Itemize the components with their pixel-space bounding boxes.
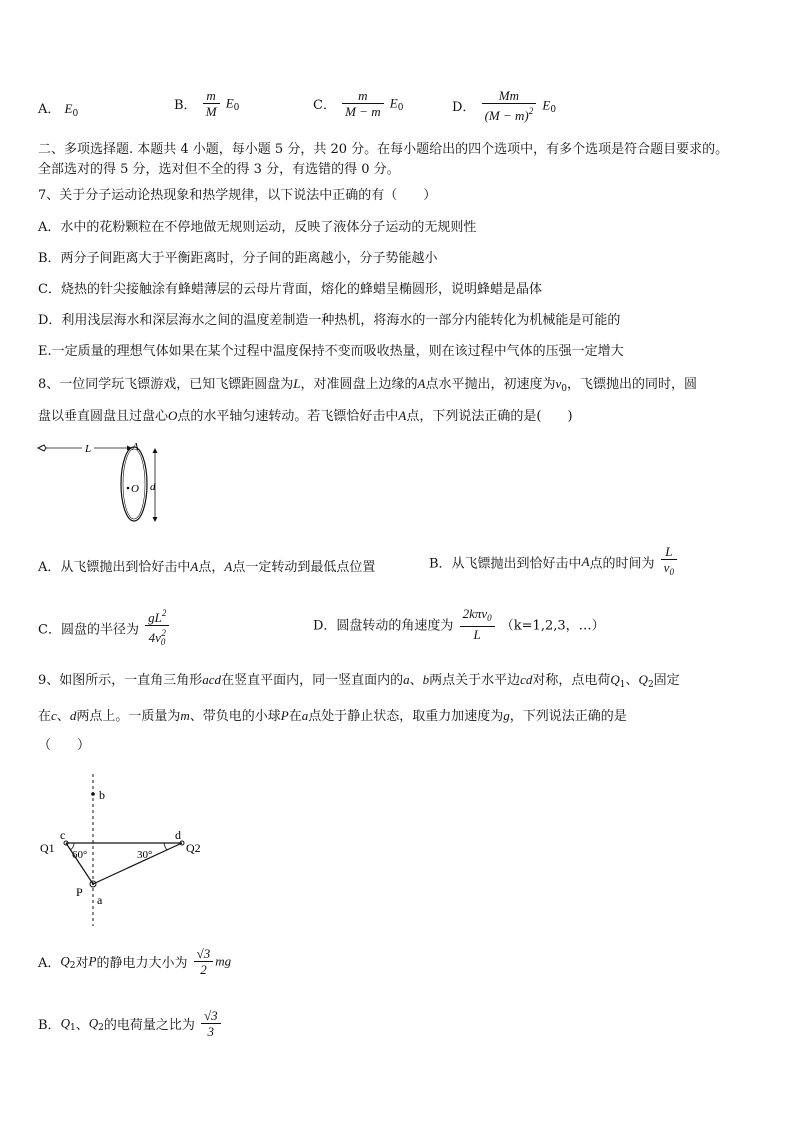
fig9-label-60: 60° bbox=[72, 849, 88, 861]
section2-line1: 二、多项选择题. 本题共 4 小题，每小题 5 分，共 20 分。在每小题给出的四个选项中，有多个选项是符合题目要求的。 bbox=[38, 142, 729, 157]
q8-dart-disk-figure bbox=[36, 438, 166, 528]
q7-option-a: A．水中的花粉颗粒在不停地做无规则运动，反映了液体分子运动的无规则性 bbox=[38, 220, 477, 235]
fig9-label-c: c bbox=[60, 828, 66, 842]
fig9-label-b: b bbox=[99, 788, 105, 802]
q6-option-b: B． $\frac{m}{M}$ $E_0$ bbox=[174, 88, 240, 119]
q7-option-d: D．利用浅层海水和深层海水之间的温度差制造一种热机，将海水的一部分内能转化为机械能是可能的 bbox=[38, 313, 621, 328]
fig9-label-a: a bbox=[97, 893, 103, 907]
q7-option-b: B．两分子间距离大于平衡距离时，分子间的距离越小，分子势能越小 bbox=[38, 251, 438, 266]
q8-stem-line1: 8、一位同学玩飞镖游戏，已知飞镖距圆盘为L，对准圆盘上边缘的A点水平抛出，初速度为$v_0$，飞镖抛出的同时，圆 bbox=[38, 376, 698, 394]
q7-option-e: E.一定质量的理想气体如果在某个过程中温度保持不变而吸收热量，则在该过程中气体的压强一定增大 bbox=[38, 344, 624, 359]
q9-stem-line1: 9、如图所示，一直角三角形acd在竖直平面内，同一竖直面内的a、b两点关于水平边cd对称，点电荷$Q_1$、$Q_2$固定 bbox=[38, 672, 680, 690]
q8-stem-line2: 盘以垂直圆盘且过盘心O点的水平轴匀速转动。若飞镖恰好击中A点，下列说法正确的是( ) bbox=[38, 408, 573, 424]
q7-stem: 7、关于分子运动论热现象和热学规律，以下说法中正确的有（ ） bbox=[38, 188, 437, 203]
fig9-label-P: P bbox=[76, 885, 83, 899]
q6-option-d: D． $\frac{Mm}{(M - m)^2}$ $E_0$ bbox=[452, 88, 557, 123]
q9-option-a: A．$Q_2$对P的静电力大小为 $\frac{√3}{2}$ mg bbox=[38, 946, 232, 977]
fig9-label-30: 30° bbox=[137, 849, 153, 861]
q7-option-c: C．烧热的针尖接触涂有蜂蜡薄层的云母片背面，熔化的蜂蜡呈椭圆形，说明蜂蜡是晶体 bbox=[38, 282, 542, 297]
section2-line2: 全部选对的得 5 分，选对但不全的得 3 分，有选错的得 0 分。 bbox=[38, 162, 400, 177]
dart-icon bbox=[38, 445, 46, 451]
fig8-label-A: A bbox=[132, 441, 139, 453]
q8-option-a: A．从飞镖抛出到恰好击中A点，A点一定转动到最低点位置 bbox=[38, 559, 376, 575]
fig9-label-d: d bbox=[175, 828, 181, 842]
q9-stem-line2: 在c、d两点上。一质量为m、带负电的小球P在a点处于静止状态，取重力加速度为g，下列说法正确的是 bbox=[38, 708, 627, 724]
q6-option-c: C． $\frac{m}{M - m}$ $E_0$ bbox=[313, 88, 404, 119]
q8-option-c: C．圆盘的半径为 $\frac{gL^2}{4v_0^2}$ bbox=[38, 606, 171, 650]
q8-option-b: B．从飞镖抛出到恰好击中A点的时间为 $\frac{L}{v_0}$ bbox=[429, 544, 679, 580]
fig8-label-L: L bbox=[85, 443, 92, 455]
q9-option-b: B．$Q_1$、$Q_2$的电荷量之比为 $\frac{√3}{3}$ bbox=[38, 1008, 223, 1039]
q9-triangle-figure bbox=[36, 770, 216, 930]
fig8-label-d: d bbox=[150, 481, 156, 493]
q6-option-a: A． $E_0$ bbox=[38, 101, 79, 119]
q8-option-d: D．圆盘转动的角速度为 $\frac{2k\pi v_0}{L}$ （k=1,2,3，…） bbox=[313, 606, 605, 642]
fig9-label-Q1: Q1 bbox=[40, 841, 55, 855]
fig8-label-O: O bbox=[131, 483, 139, 495]
fig9-label-Q2: Q2 bbox=[186, 841, 201, 855]
q9-stem-line3: （ ） bbox=[38, 738, 91, 753]
